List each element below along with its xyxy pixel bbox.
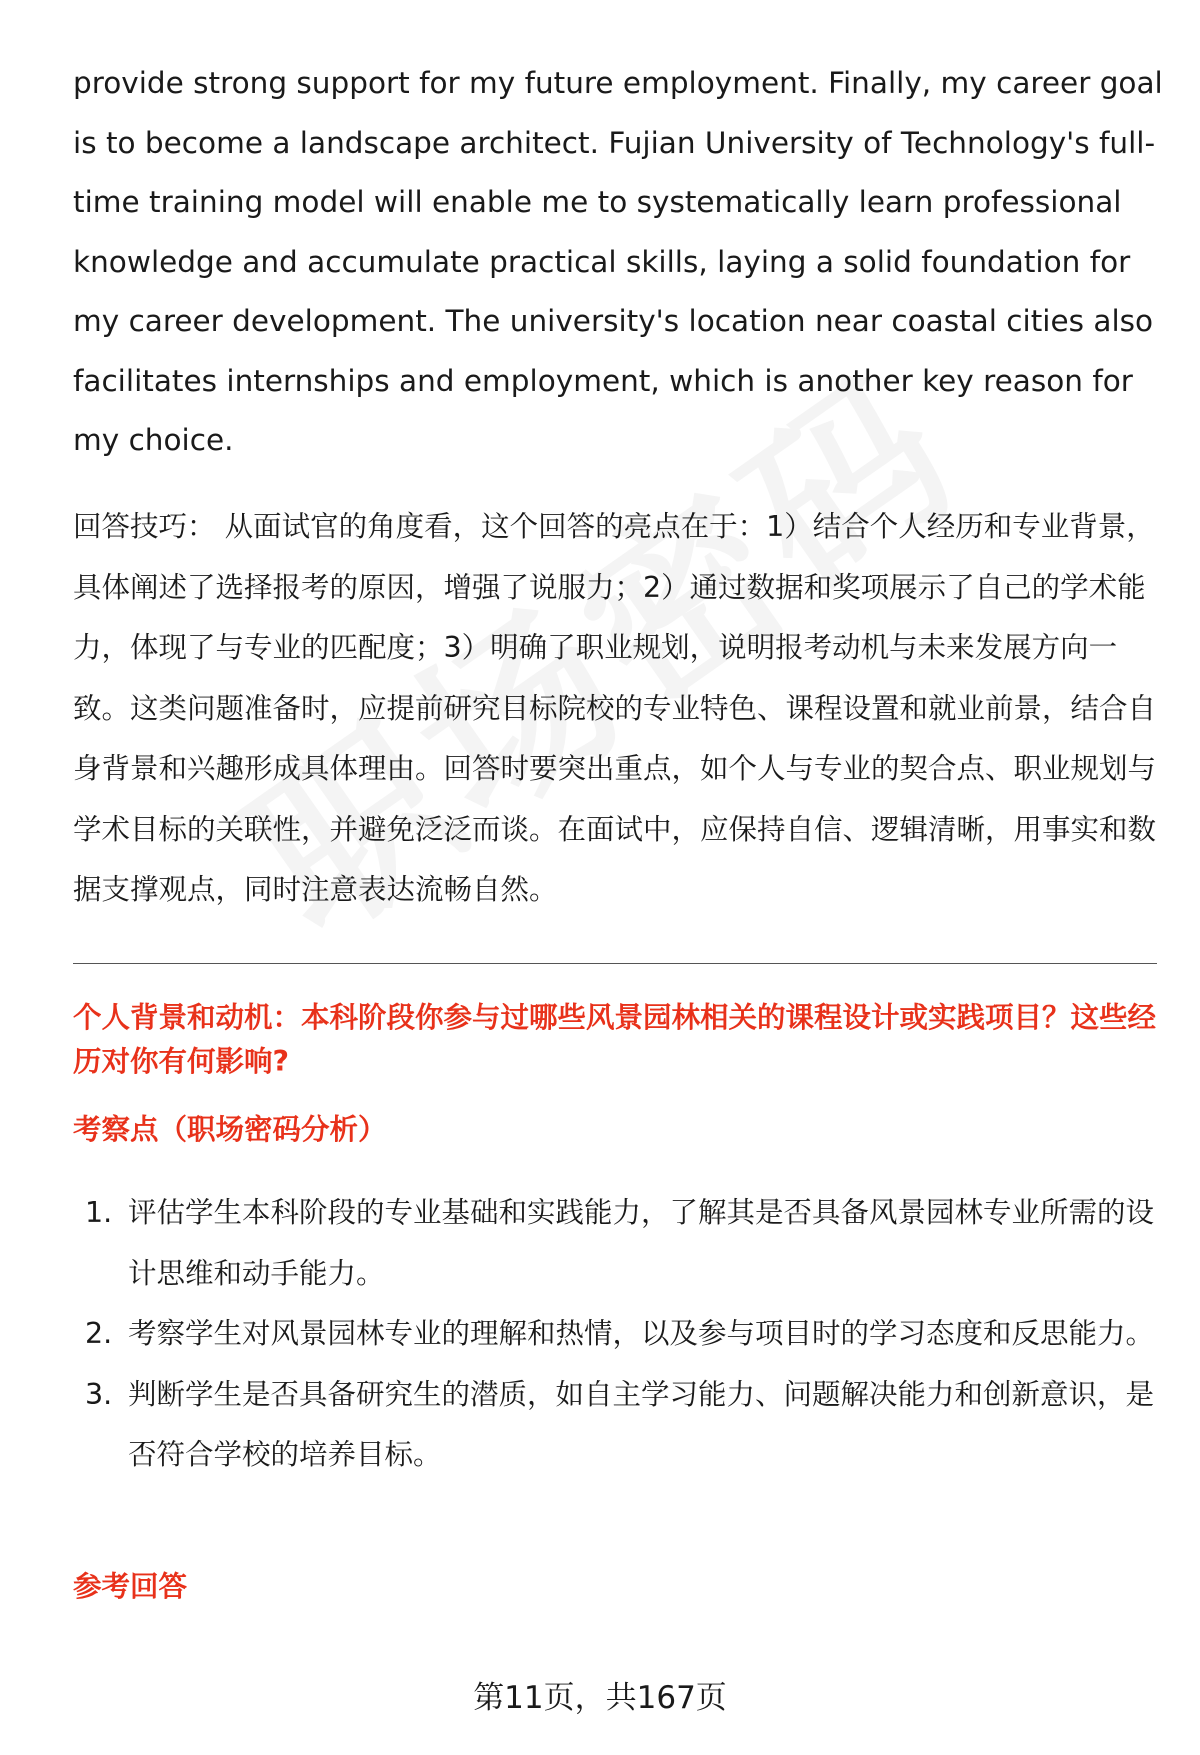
- english-answer-paragraph: provide strong support for my future employment. Finally, my career goal is to become a landscape architect. Fujian University of Technology's full-time training model will enable me to systematically learn professional knowledge and accumulate practical skills, laying a solid foundation for my career development. The university's location near coastal cities also facilitates internships and employment, which is another key reason for my choice.: [73, 66, 1163, 457]
- exam-points-heading: 考察点（职场密码分析）: [73, 1113, 387, 1146]
- exam-point-item: [73, 1304, 1157, 1365]
- answer-tips-paragraph: [73, 497, 1157, 921]
- exam-point-item: [73, 1183, 1157, 1304]
- tips-label: 回答技巧：: [73, 510, 216, 543]
- list-number: 2.: [85, 1317, 113, 1350]
- page-number-footer: 第11页，共167页: [473, 1680, 727, 1716]
- question-title: 个人背景和动机：本科阶段你参与过哪些风景园林相关的课程设计或实践项目？这些经历对你有何影响?: [73, 1001, 1157, 1078]
- reference-answer-heading: 参考回答: [73, 1570, 188, 1603]
- exam-point-item: [73, 1365, 1157, 1486]
- exam-point-text: 考察学生对风景园林专业的理解和热情，以及参与项目时的学习态度和反思能力。: [128, 1317, 1155, 1350]
- exam-point-text: 判断学生是否具备研究生的潜质，如自主学习能力、问题解决能力和创新意识，是否符合学校的培养目标。: [128, 1377, 1155, 1471]
- section-divider: [73, 963, 1157, 964]
- tips-text: 从面试官的角度看，这个回答的亮点在于：1）结合个人经历和专业背景，具体阐述了选择报考的原因，增强了说服力；2）通过数据和奖项展示了自己的学术能力，体现了与专业的匹配度；3）明确了职业规划，说明报考动机与未来发展方向一致。这类问题准备时，应提前研究目标院校的专业特色、课程设置和就业前景，结合自身背景和兴趣形成具体理由。回答时要突出重点，如个人与专业的契合点、职业规划与学术目标的关联性，并避免泛泛而谈。在面试中，应保持自信、逻辑清晰，用事实和数据支撑观点，同时注意表达流畅自然。: [73, 510, 1157, 906]
- exam-points-list: [73, 1183, 1157, 1486]
- exam-point-text: 评估学生本科阶段的专业基础和实践能力，了解其是否具备风景园林专业所需的设计思维和动手能力。: [128, 1196, 1155, 1290]
- list-number: 3.: [85, 1377, 113, 1411]
- list-number: 1.: [85, 1196, 113, 1229]
